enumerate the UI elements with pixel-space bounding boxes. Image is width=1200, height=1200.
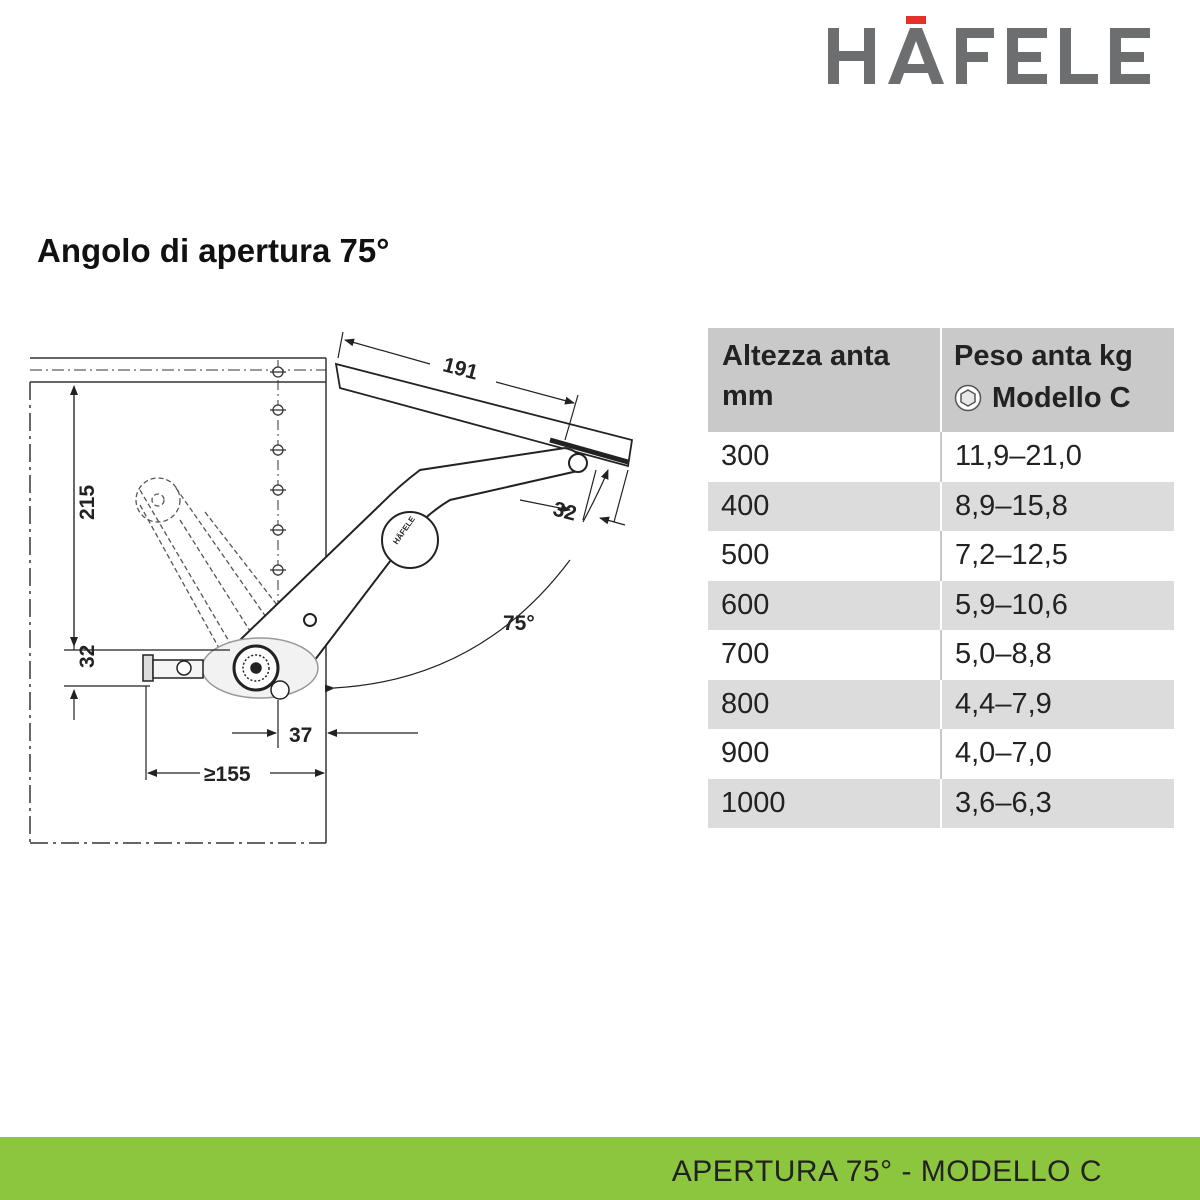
header-door-weight-line1: Peso anta kg <box>954 340 1133 372</box>
cell-height: 1000 <box>708 779 941 829</box>
dim-191-label: 191 <box>440 353 481 385</box>
dim-32-right-label: 32 <box>550 497 579 526</box>
page-title: Angolo di apertura 75° <box>37 232 390 269</box>
arm-brand-label: HÄFELE <box>391 514 417 547</box>
cell-height: 800 <box>708 680 941 730</box>
dim-37-label: 37 <box>289 724 313 747</box>
dimension-37 <box>232 700 418 748</box>
footer-caption: APERTURA 75° - MODELLO C <box>671 1155 1102 1188</box>
cell-weight: 5,9–10,6 <box>941 581 1174 631</box>
dim-215-label: 215 <box>76 484 99 520</box>
base-mount <box>143 638 318 699</box>
cell-weight: 5,0–8,8 <box>941 630 1174 680</box>
cell-height: 400 <box>708 482 941 532</box>
header-door-weight <box>941 328 1174 432</box>
cell-weight: 8,9–15,8 <box>941 482 1174 532</box>
cell-weight: 4,0–7,0 <box>941 729 1174 779</box>
footer-band <box>0 1137 1200 1200</box>
header-door-height <box>708 328 941 432</box>
header-door-height-line2: mm <box>722 380 774 412</box>
lift-mechanism-diagram <box>0 300 680 860</box>
header-model-label: Modello C <box>992 382 1131 414</box>
hafele-logo <box>826 16 1174 86</box>
table-row <box>708 482 1174 532</box>
dim-32-left-label: 32 <box>76 644 99 668</box>
cell-height: 300 <box>708 432 941 482</box>
table-header-row <box>708 328 1174 432</box>
table-row <box>708 630 1174 680</box>
dimension-32-left <box>64 686 150 720</box>
logo-accent <box>906 16 926 24</box>
table-row <box>708 531 1174 581</box>
cell-weight: 7,2–12,5 <box>941 531 1174 581</box>
cell-weight: 3,6–6,3 <box>941 779 1174 829</box>
table-row <box>708 729 1174 779</box>
cell-height: 700 <box>708 630 941 680</box>
table-row <box>708 779 1174 829</box>
dim-75-label: 75° <box>503 612 535 635</box>
hex-nut-icon <box>954 384 982 412</box>
cell-height: 600 <box>708 581 941 631</box>
table-row <box>708 581 1174 631</box>
table-row <box>708 432 1174 482</box>
header-door-height-line1: Altezza anta <box>722 340 890 372</box>
table-row <box>708 680 1174 730</box>
dim-155-label: ≥155 <box>204 763 251 786</box>
cell-weight: 4,4–7,9 <box>941 680 1174 730</box>
cell-weight: 11,9–21,0 <box>941 432 1174 482</box>
cell-height: 900 <box>708 729 941 779</box>
cell-height: 500 <box>708 531 941 581</box>
weight-spec-table <box>708 328 1174 828</box>
